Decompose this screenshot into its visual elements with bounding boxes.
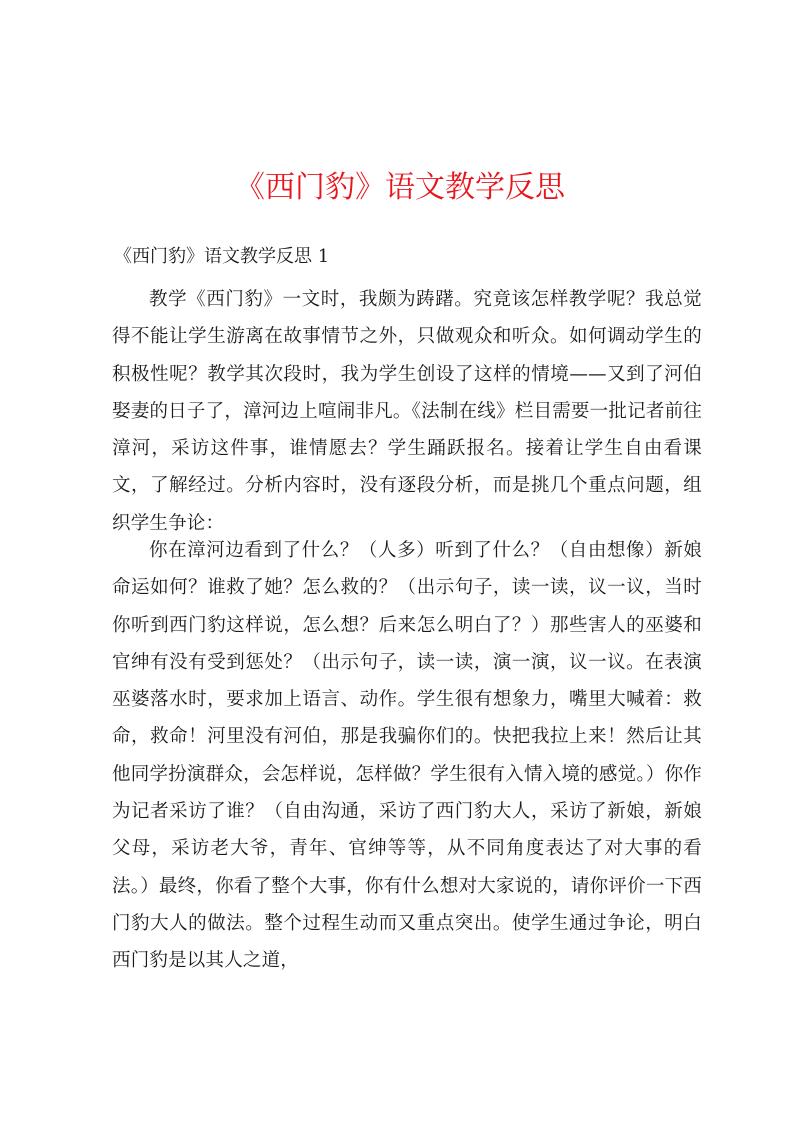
section-heading: 《西门豹》语文教学反思 1: [114, 246, 330, 267]
body-paragraph: 教学《西门豹》一文时，我颇为踌躇。究竟该怎样教学呢？我总觉得不能让学生游离在故事情节之外，只做观众和听众。如何调动学生的积极性呢？教学其次段时，我为学生创设了这样的情境——又到了河伯娶妻的日子了，漳河边上喧闹非凡。《法制在线》栏目需要一批记者前往漳河，采访这件事，谁情愿去？学生踊跃报名。接着让学生自由看课文，了解经过。分析内容时，没有逐段分析，而是挑几个重点问题，组织学生争论：: [112, 289, 702, 534]
body-paragraph: 你在漳河边看到了什么？（人多）听到了什么？（自由想像）新娘命运如何？谁救了她？怎么救的？（出示句子，读一读，议一议，当时你听到西门豹这样说，怎么想？后来怎么明白了？）那些害人的巫婆和官绅有没有受到惩处？（出示句子，读一读，演一演，议一议。在表演巫婆落水时，要求加上语言、动作。学生很有想象力，嘴里大喊着：救命，救命！河里没有河伯，那是我骗你们的。快把我拉上来！然后让其他同学扮演群众，会怎样说，怎样做？学生很有入情入境的感觉。）你作为记者采访了谁？（自由沟通，采访了西门豹大人，采访了新娘，新娘父母，采访老大爷，青年、官绅等等，从不同角度表达了对大事的看法。）最终，你看了整个大事，你有什么想对大家说的，请你评价一下西门豹大人的做法。整个过程生动而又重点突出。使学生通过争论，明白西门豹是以其人之道，: [112, 540, 702, 972]
document-title: 《西门豹》语文教学反思: [235, 170, 565, 205]
